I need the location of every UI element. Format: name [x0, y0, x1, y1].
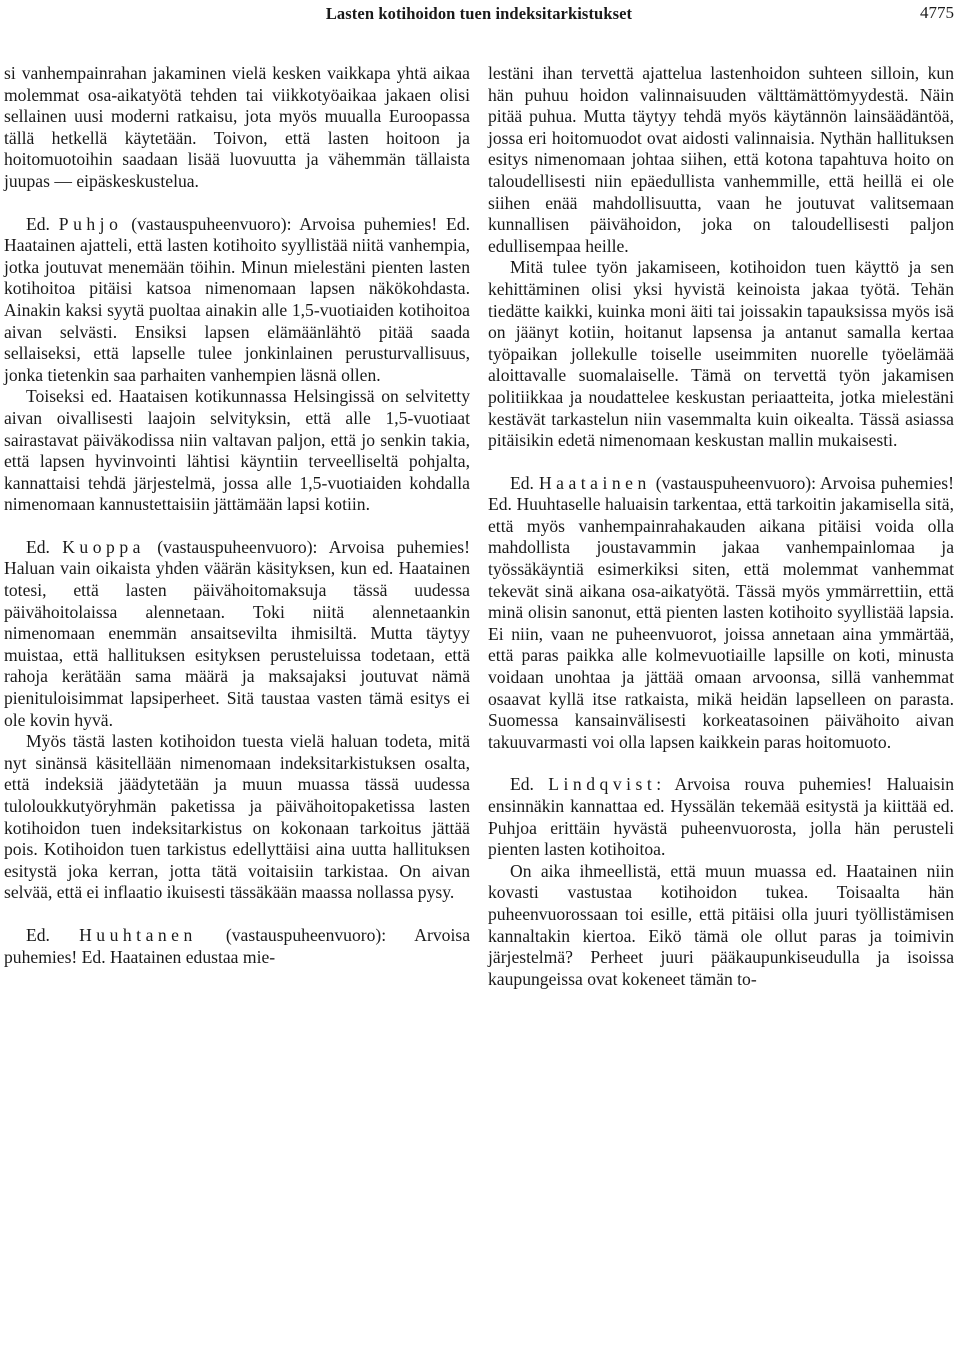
page-number: 4775	[920, 3, 954, 22]
speech-lindqvist	[488, 774, 954, 860]
speaker-name: Puhjo	[58, 213, 123, 234]
speaker-name: Lindqvist	[548, 774, 657, 795]
paragraph: Toiseksi ed. Haataisen kotikunnassa Helsingissä on selvitetty aivan oivallisesti laajoin selvityksin, että alle 1,5-vuotiaat sairastavat päiväkodissa niin valtavan paljon, että jo senkin takia, että lapsen hyvinvointi lähtisi käyntiin terveelliseltä pohjalta, kannattaisi tehdä järjestelmä, jossa alle 1,5-vuotiaiden kohdalla nimenomaan kannustettaisiin jättämään lapsi kotiin.	[4, 386, 470, 515]
speech-huuhtanen	[4, 925, 470, 968]
speech-text: (vastauspuheenvuoro): Arvoisa puhemies! Ed. Huuhtaselle haluaisin tarkentaa, että tarkoitin jakamisella sitä, että myös vanhempainrahakauden aikana pitäisi voida olla mahdollista joustavammin jakaa vanhempainlomaa ja työssäkäyntiä esimerkiksi siten, että molemmat vanhemmat tekevät sinä aikana osa-aikatyötä. Tässä myös ymmärrettiin, että minä olisin sanonut, että pienten lasten kotihoito syyllistää lapsia. Ei niin, vaan ne puheenvuorot, joissa annetaan aina ymmärtää, että paras paikka alle kolmevuotiaille lapsille on koti, minusta voidaan unohtaa ja jättää omaan arvoonsa, sillä vanhemmat osaavat kyllä itse ratkaista, mikä heidän lapselleen on parasta. Suomessa kansainvälisesti korkeatasoinen päivähoito aivan takuuvarmasti voi olla lapsen kaikkein paras hoitomuoto.	[488, 472, 954, 752]
paragraph-continuation: lestäni ihan tervettä ajattelua lastenhoidon suhteen silloin, kun hän puhuu hoidon valinnaisuuden välttämättömyydestä. Näin pitää puhua. Mutta täytyy tehdä myös käytännön lainsäädäntöä, jossa eri hoitomuodot ovat aidosti valinnaisia. Nythän hallituksen esitys nimenomaan johtaa siihen, että kotona tapahtuva hoito on taloudellisesti niin epäedullista vanhemmille, että heillä ei ole siihen enää mahdollisuutta, vaan he joutuvat valitsemaan kunnallisen päivähoidon, joka on taloudellisesti paljon edullisempaa heille.	[488, 63, 954, 256]
speech-text: : Arvoisa rouva puhemies! Haluaisin ensinnäkin kannattaa ed. Hyssälän tekemää esitystä ja kiittää ed. Puhjoa erittäin hyvästä puheenvuorosta, jolla hän perusteli pienten lasten kotihoitoa.	[488, 774, 954, 860]
speaker-name: Kuoppa	[62, 536, 145, 557]
speech-text: (vastauspuheenvuoro): Arvoisa puhemies! Haluan vain oikaista yhden väärän käsityksen, kun ed. Haatainen totesi, että lasten päivähoitomaksuja tässä uudessa päivähoitolaissa alennetaan. Toki niitä alennetaankin nimenomaan enemmän ansaitsevilta ihmisiltä. Mutta täytyy muistaa, että hallituksen esityksen perusteluissa todetaan, että rahoja kerätään sama määrä ja maksajaksi joutuvat nämä pienituloisimmat lapsiperheet. Sitä taustaa vasten tämä esitys ei ole kovin hyvä.	[4, 536, 470, 730]
paragraph: On aika ihmeellistä, että muun muassa ed. Haatainen niin kovasti vastustaa kotihoidon tukea. Toisaalta hän puheenvuorossaan toi esille, että pitäisi olla juuri työllistämisen kannaltakin kiertoa. Eikö tämä ole ollut paras ja toimivin järjestelmä? Perheet juuri pääkaupunkiseudulla ja isoissa kaupungeissa ovat kokeneet tämän to-	[488, 860, 954, 989]
speech-prefix: Ed.	[26, 213, 59, 234]
speaker-name: Haatainen	[538, 472, 651, 493]
running-header	[4, 0, 954, 30]
speaker-name: Huuhtanen	[79, 924, 197, 945]
speech-prefix: Ed.	[510, 472, 539, 493]
running-title: Lasten kotihoidon tuen indeksitarkistukset	[325, 4, 633, 23]
speech-kuoppa	[4, 537, 470, 731]
speech-text: (vastauspuheenvuoro): Arvoisa puhemies! Ed. Haatainen ajatteli, että lasten kotihoito syyllistää niitä vanhempia, jotka joutuvat menemään töihin. Minun mielestäni pienten lasten kotihoitoa pitäisi katsoa nimenomaan lapsen näkökohdasta. Ainakin kaksi syytä puoltaa ainakin alle 1,5-vuotiaiden kotihoitoa aivan selvästi. Ensiksi lapsen elämäänlähtö pitää saada sellaiseksi, että lapselle tulee jonkinlainen perusturvallisuus, jonka tietenkin saa parhaiten vanhempien läsnä ollen.	[4, 213, 470, 385]
speech-puhjo	[4, 214, 470, 387]
text-columns	[4, 63, 954, 990]
left-column	[4, 63, 470, 990]
paragraph: Myös tästä lasten kotihoidon tuesta vielä haluan todeta, mitä nyt sinänsä käsitellään nimenomaan indeksitarkistuksen osalta, että indeksiä jäädytetään ja muun muassa tässä uudessa tuloloukkutyöryhmän paketissa ja päivähoitopaketissa lasten kotihoidon tuen indeksitarkistus on kokonaan tarkoitus jättää pois. Kotihoidon tuen tarkistus edellyttäisi aina uutta hallituksen esitystä joka kerran, jotta tätä voitaisiin tarkistaa. On aivan selvää, että ei inflaatio ikuisesti tässäkään maassa nollassa pysy.	[4, 731, 470, 903]
paragraph-continuation: si vanhempainrahan jakaminen vielä kesken vaikkapa yhtä aikaa molemmat osa-aikatyötä tehden tai viikkotyöaikaa jakaen olisi sellainen uusi moderni ratkaisu, jota myös muualla Euroopassa tällä hetkellä käytetään. Toivon, että lasten hoitoon ja hoitomuotoihin saadaan lisää luovuutta ja vähemmän tällaista juupas — eipäskeskustelua.	[4, 63, 470, 191]
speech-haatainen	[488, 473, 954, 754]
paragraph: Mitä tulee työn jakamiseen, kotihoidon tuen käyttö ja sen kehittäminen olisi yksi hyvistä keinoista jakaa työtä. Tehän tiedätte kaikki, kuinka moni äiti tai joissakin tapauksissa myös isä on jäänyt kotiin, hoitanut lapsensa ja antanut samalla kertaa työpaikan jollekulle toiselle useimmiten nuorelle työelämää aloittavalle suomalaiselle. Tämä on tervettä työn jakamisen politiikkaa ja noudattelee keskustan periaatteita, jotka mielestäni kestävät tarkastelun niin vasemmalta kuin oikealta. Tässä asiassa pitäisikin edetä nimenomaan keskustan mallin mukaisesti.	[488, 257, 954, 451]
speech-text: (vastauspuheenvuoro): Arvoisa puhemies! Ed. Haatainen edustaa mie-	[4, 924, 471, 967]
speech-prefix: Ed.	[510, 774, 549, 795]
speech-prefix: Ed.	[26, 536, 63, 557]
right-column	[488, 63, 954, 990]
speech-prefix: Ed.	[26, 924, 80, 945]
